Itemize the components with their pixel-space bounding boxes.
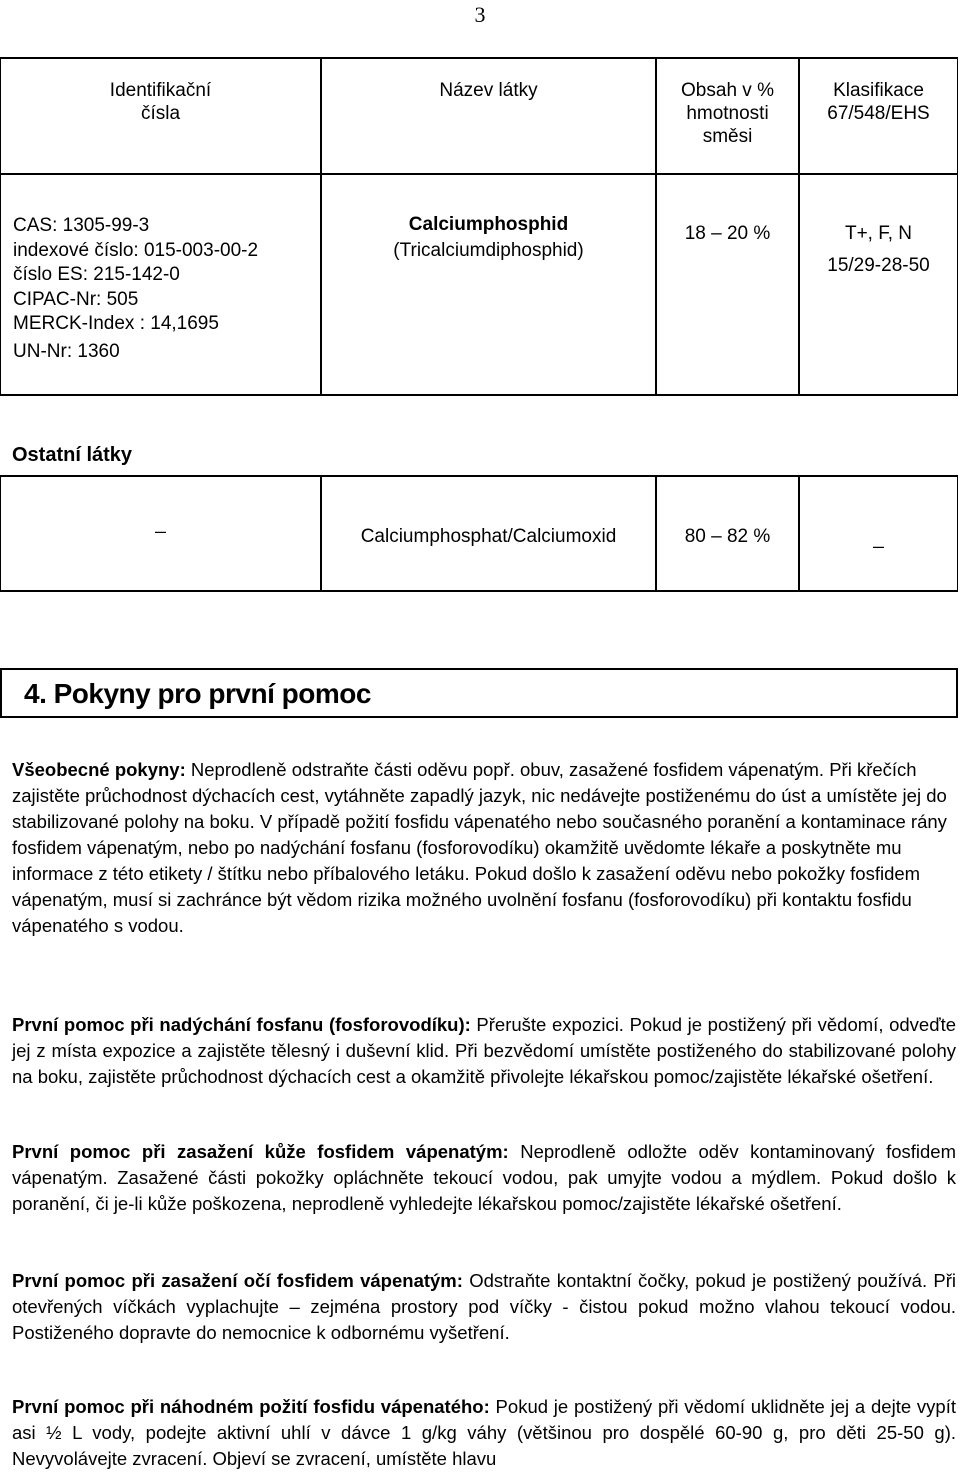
header-identification: Identifikační čísla: [109, 80, 212, 124]
ingestion-text: Pokud je postižený při vědomí uklidněte jej a dejte vypít asi ½ L vody, podejte aktivní uhlí v dávce 1 g/kg váhy (většinou pro dospělé 60-90 g, pro děti 25-50 g). Nevyvolávejte zvracení. Objeví se zvracení, umístěte hlavu: [12, 1396, 956, 1469]
r-phrases: 15/29-28-50: [827, 255, 930, 276]
section-header: [0, 668, 958, 718]
header-content: Obsah v % hmotnosti směsi: [681, 80, 774, 147]
cas-number: CAS: 1305-99-3: [13, 215, 150, 236]
other-id: _: [155, 513, 166, 534]
substance-name-main: Calciumphosphid: [408, 214, 569, 235]
header-substance-name: Název látky: [439, 80, 538, 101]
un-number: UN-Nr: 1360: [13, 340, 120, 362]
header-classification: Klasifikace 67/548/EHS: [827, 80, 930, 124]
cipac-number: CIPAC-Nr: 505: [13, 288, 139, 310]
substance-content: 18 – 20 %: [684, 223, 771, 244]
other-content: 80 – 82 %: [684, 526, 771, 547]
inhalation-instructions: [12, 1012, 956, 1090]
identification-numbers: [13, 214, 318, 364]
section-title: 4. Pokyny pro první pomoc: [24, 678, 371, 709]
general-text: Neprodleně odstraňte části oděvu popř. obuv, zasažené fosfidem vápenatým. Při křečích zajistěte průchodnost dýchacích cest, vytáhněte zapadlý jazyk, nic nedávejte postiženému do úst a umístěte jej do stabilizované polohy na boku. V případě požití fosfidu vápenatého nebo současného poranění a kontaminace rány fosfidem vápenatým, nebo po nadýchání fosfanu (fosforovodíku) okamžitě uvědomte lékaře a poskytněte mu informace z této etikety / štítku nebo příbalového letáku. Pokud došlo k zasažení oděvu nebo pokožky fosfidem vápenatým, musí si zachránce být vědom rizika možného uvolnění fosfanu (fosforovodíku) při kontaktu fosfidu vápenatého s vodou.: [12, 759, 947, 936]
ingestion-instructions: [12, 1394, 956, 1472]
other-classification: _: [873, 528, 884, 549]
skin-text: Neprodleně odložte oděv kontaminovaný fosfidem vápenatým. Zasažené části pokožky opláchněte tekoucí vodou, pak umyjte vodou a mýdlem. Pokud došlo k poranění, či je-li kůže poškozena, neprodleně vyhledejte lékařskou pomoc/zajistěte lékařské ošetření.: [12, 1141, 956, 1214]
eyes-label: První pomoc při zasažení očí fosfidem vápenatým:: [12, 1270, 463, 1291]
general-instructions: [12, 757, 956, 939]
skin-label: První pomoc při zasažení kůže fosfidem vápenatým:: [12, 1141, 509, 1162]
inhalation-label: První pomoc při nadýchání fosfanu (fosforovodíku):: [12, 1014, 471, 1035]
general-label: Všeobecné pokyny:: [12, 759, 186, 780]
other-name: Calciumphosphat/Calciumoxid: [360, 526, 617, 547]
page-number: 3: [474, 2, 486, 27]
header-divider: [1, 173, 957, 175]
composition-table: [0, 57, 958, 396]
substance-name-alt: (Tricalciumdiphosphid): [393, 240, 584, 261]
skin-instructions: [12, 1139, 956, 1217]
ingestion-label: První pomoc při náhodném požití fosfidu vápenatého:: [12, 1396, 490, 1417]
index-number: indexové číslo: 015-003-00-2: [13, 239, 259, 261]
inhalation-text: Přerušte expozici. Pokud je postižený při vědomí, odveďte jej z místa expozice a zajistěte tělesný i duševní klid. Při bezvědomí umístěte postiženého do stabilizované polohy na boku, zajistěte průchodnost dýchacích cest a okamžitě přivolejte lékařskou pomoc/zajistěte lékařské ošetření.: [12, 1014, 956, 1087]
eyes-instructions: [12, 1268, 956, 1346]
substance-name: [322, 213, 655, 262]
merck-index: MERCK-Index : 14,1695: [13, 313, 219, 334]
eyes-text: Odstraňte kontaktní čočky, pokud je postižený používá. Při otevřených víčkách vyplachujte – zejména prostory pod víčky - čistou pokud možno vlahou tekoucí vodou. Postiženého dopravte do nemocnice k odbornému vyšetření.: [12, 1270, 956, 1343]
other-substances-table: [0, 475, 958, 592]
substance-classification: T+, F, N 15/29-28-50: [800, 222, 957, 277]
other-substances-title: Ostatní látky: [12, 444, 133, 466]
ec-number: číslo ES: 215-142-0: [13, 264, 180, 285]
